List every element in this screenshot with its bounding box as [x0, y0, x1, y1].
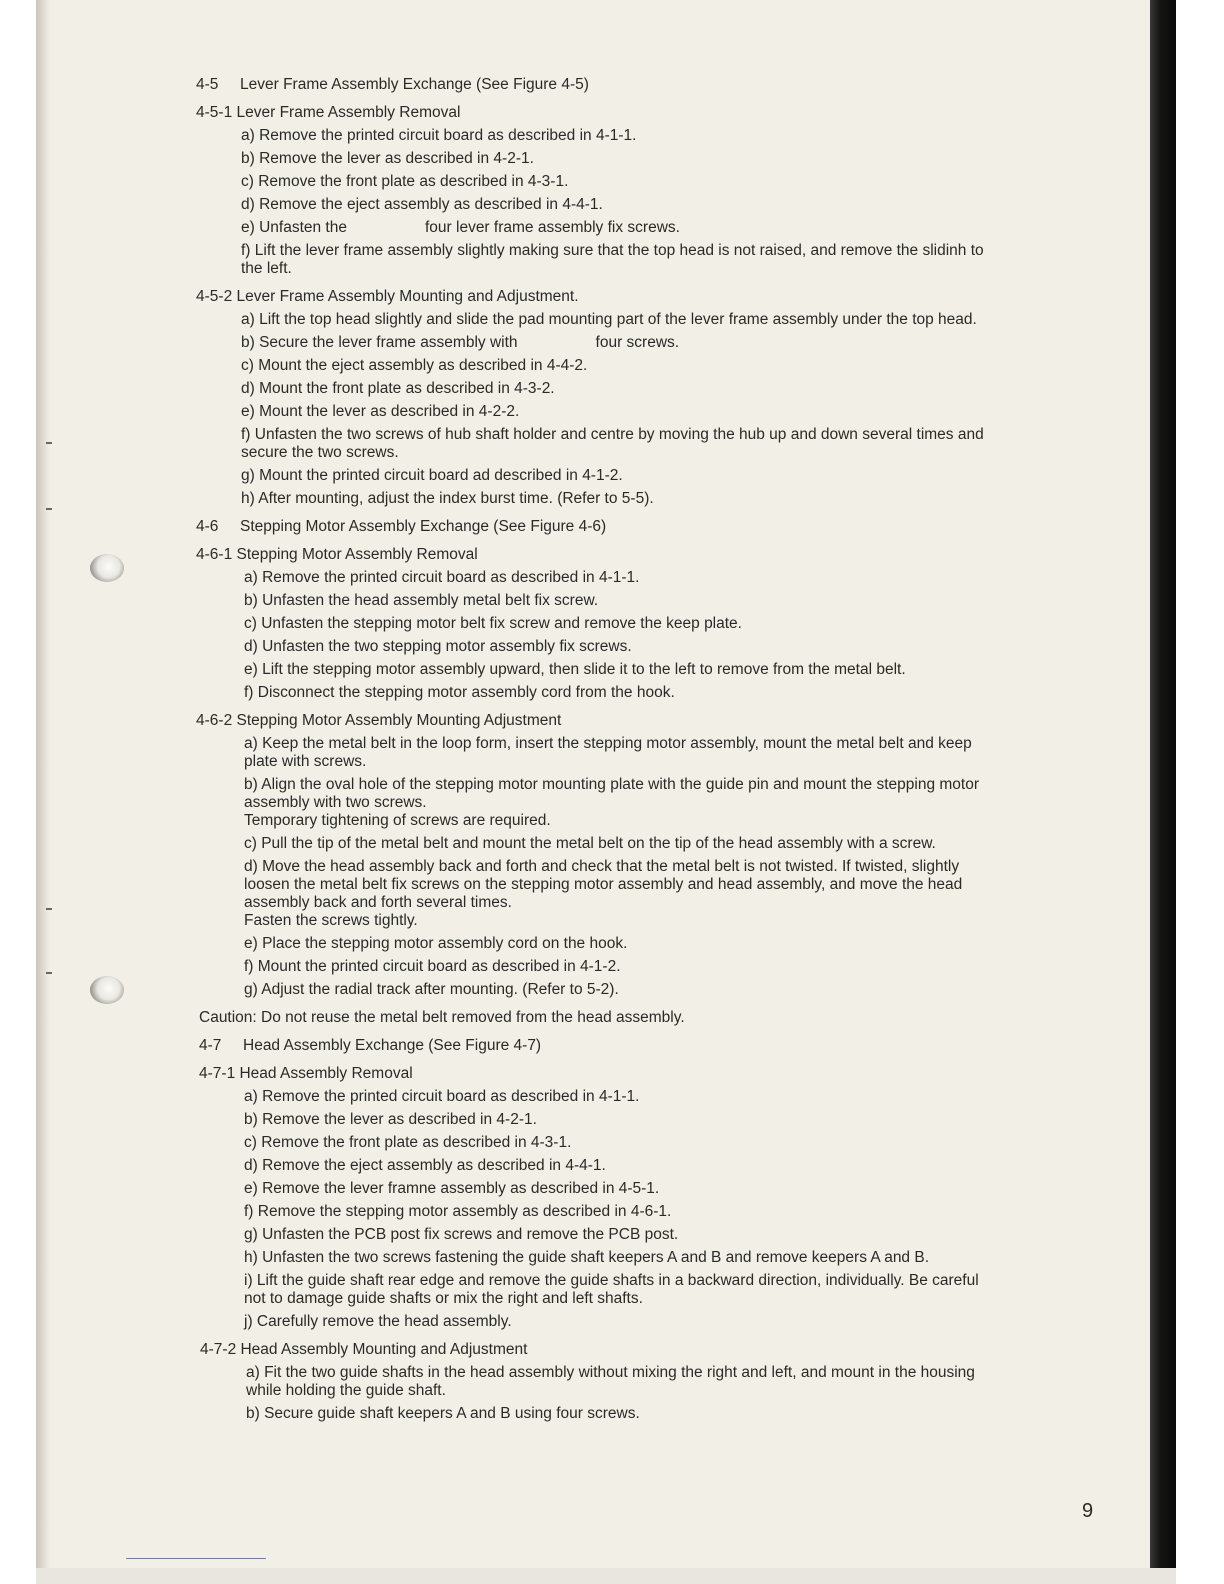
list-item: i) Lift the guide shaft rear edge and remove the guide shafts in a backward direction, individually. Be careful not to damage guide shafts or mix the right and left shafts.: [244, 1272, 979, 1307]
list-item: d) Remove the eject assembly as described in 4-4-1.: [241, 196, 603, 213]
page-shadow: [1150, 0, 1176, 1568]
list-item: b) Remove the lever as described in 4-2-1.: [244, 1111, 537, 1128]
list-item: h) After mounting, adjust the index burst time. (Refer to 5-5).: [241, 490, 654, 507]
subsection-heading-4-5-1: 4-5-1 Lever Frame Assembly Removal: [196, 104, 461, 121]
list-item: f) Disconnect the stepping motor assembly cord from the hook.: [244, 684, 675, 701]
list-item: a) Keep the metal belt in the loop form, insert the stepping motor assembly, mount the metal belt and keep plate with screws.: [244, 735, 972, 770]
section-heading-4-7: 4-7 Head Assembly Exchange (See Figure 4-7): [199, 1037, 542, 1054]
list-item: b) Remove the lever as described in 4-2-1.: [241, 150, 534, 167]
list-item: a) Remove the printed circuit board as described in 4-1-1.: [241, 127, 637, 144]
binder-hole-bottom: [90, 976, 124, 1004]
list-item: f) Remove the stepping motor assembly as described in 4-6-1.: [244, 1203, 672, 1220]
list-item: b) Secure guide shaft keepers A and B using four screws.: [246, 1405, 640, 1422]
bottom-margin: [36, 1568, 1176, 1584]
margin-tick: [46, 972, 52, 974]
list-item-note: Fasten the screws tightly.: [244, 912, 418, 929]
list-item: d) Mount the front plate as described in 4-3-2.: [241, 380, 555, 397]
list-item: d) Unfasten the two stepping motor assembly fix screws.: [244, 638, 632, 655]
list-item: e) Place the stepping motor assembly cord on the hook.: [244, 935, 628, 952]
list-item: c) Unfasten the stepping motor belt fix screw and remove the keep plate.: [244, 615, 742, 632]
caution-note: Caution: Do not reuse the metal belt removed from the head assembly.: [199, 1009, 685, 1026]
list-item: g) Adjust the radial track after mounting. (Refer to 5-2).: [244, 981, 619, 998]
list-item: a) Remove the printed circuit board as described in 4-1-1.: [244, 569, 640, 586]
list-item: b) Secure the lever frame assembly with four screws.: [241, 334, 680, 351]
binding-edge: [36, 0, 50, 1568]
list-item: c) Pull the tip of the metal belt and mount the metal belt on the tip of the head assembly with a screw.: [244, 835, 936, 852]
subsection-heading-4-7-1: 4-7-1 Head Assembly Removal: [199, 1065, 413, 1082]
list-item: b) Unfasten the head assembly metal belt fix screw.: [244, 592, 599, 609]
list-item: b) Align the oval hole of the stepping motor mounting plate with the guide pin and mount the stepping motor assembly with two screws.: [244, 776, 980, 811]
margin-tick: [46, 908, 52, 910]
list-item: a) Remove the printed circuit board as described in 4-1-1.: [244, 1088, 640, 1105]
subsection-heading-4-6-1: 4-6-1 Stepping Motor Assembly Removal: [196, 546, 478, 563]
list-item: j) Carefully remove the head assembly.: [244, 1313, 512, 1330]
list-item: g) Mount the printed circuit board ad described in 4-1-2.: [241, 467, 623, 484]
list-item: c) Remove the front plate as described in 4-3-1.: [241, 173, 569, 190]
list-item: e) Unfasten the four lever frame assembly fix screws.: [241, 219, 680, 236]
list-item: h) Unfasten the two screws fastening the guide shaft keepers A and B and remove keepers A and B.: [244, 1249, 930, 1266]
list-item: f) Mount the printed circuit board as described in 4-1-2.: [244, 958, 621, 975]
margin-tick: [46, 508, 52, 510]
list-item: d) Remove the eject assembly as described in 4-4-1.: [244, 1157, 606, 1174]
list-item: f) Unfasten the two screws of hub shaft holder and centre by moving the hub up and down several times and secure the two screws.: [241, 426, 984, 461]
list-item: a) Fit the two guide shafts in the head assembly without mixing the right and left, and mount in the housing while holding the guide shaft.: [246, 1364, 975, 1399]
list-item-note: Temporary tightening of screws are required.: [244, 812, 551, 829]
list-item: c) Mount the eject assembly as described in 4-4-2.: [241, 357, 588, 374]
list-item: g) Unfasten the PCB post fix screws and remove the PCB post.: [244, 1226, 679, 1243]
document-body: [196, 76, 996, 1423]
list-item: f) Lift the lever frame assembly slightly making sure that the top head is not raised, and remove the slidinh to the left.: [241, 242, 984, 277]
list-item: e) Mount the lever as described in 4-2-2.: [241, 403, 520, 420]
underline-mark: [126, 1558, 266, 1559]
subsection-heading-4-6-2: 4-6-2 Stepping Motor Assembly Mounting Adjustment: [196, 712, 562, 729]
binder-hole-top: [90, 554, 124, 582]
page-number: 9: [1082, 1500, 1094, 1522]
subsection-heading-4-7-2: 4-7-2 Head Assembly Mounting and Adjustment: [200, 1341, 528, 1358]
list-item: e) Remove the lever framne assembly as described in 4-5-1.: [244, 1180, 660, 1197]
list-item: d) Move the head assembly back and forth and check that the metal belt is not twisted. If twisted, slightly loosen the metal belt fix screws on the stepping motor assembly and head assembly, and move the head assembly back and forth several times.: [244, 858, 963, 911]
margin-tick: [46, 442, 52, 444]
list-item: e) Lift the stepping motor assembly upward, then slide it to the left to remove from the metal belt.: [244, 661, 906, 678]
section-heading-4-5: 4-5 Lever Frame Assembly Exchange (See Figure 4-5): [196, 76, 589, 93]
list-item: c) Remove the front plate as described in 4-3-1.: [244, 1134, 572, 1151]
list-item: a) Lift the top head slightly and slide the pad mounting part of the lever frame assembly under the top head.: [241, 311, 977, 328]
section-heading-4-6: 4-6 Stepping Motor Assembly Exchange (See Figure 4-6): [196, 518, 607, 535]
subsection-heading-4-5-2: 4-5-2 Lever Frame Assembly Mounting and Adjustment.: [196, 288, 579, 305]
